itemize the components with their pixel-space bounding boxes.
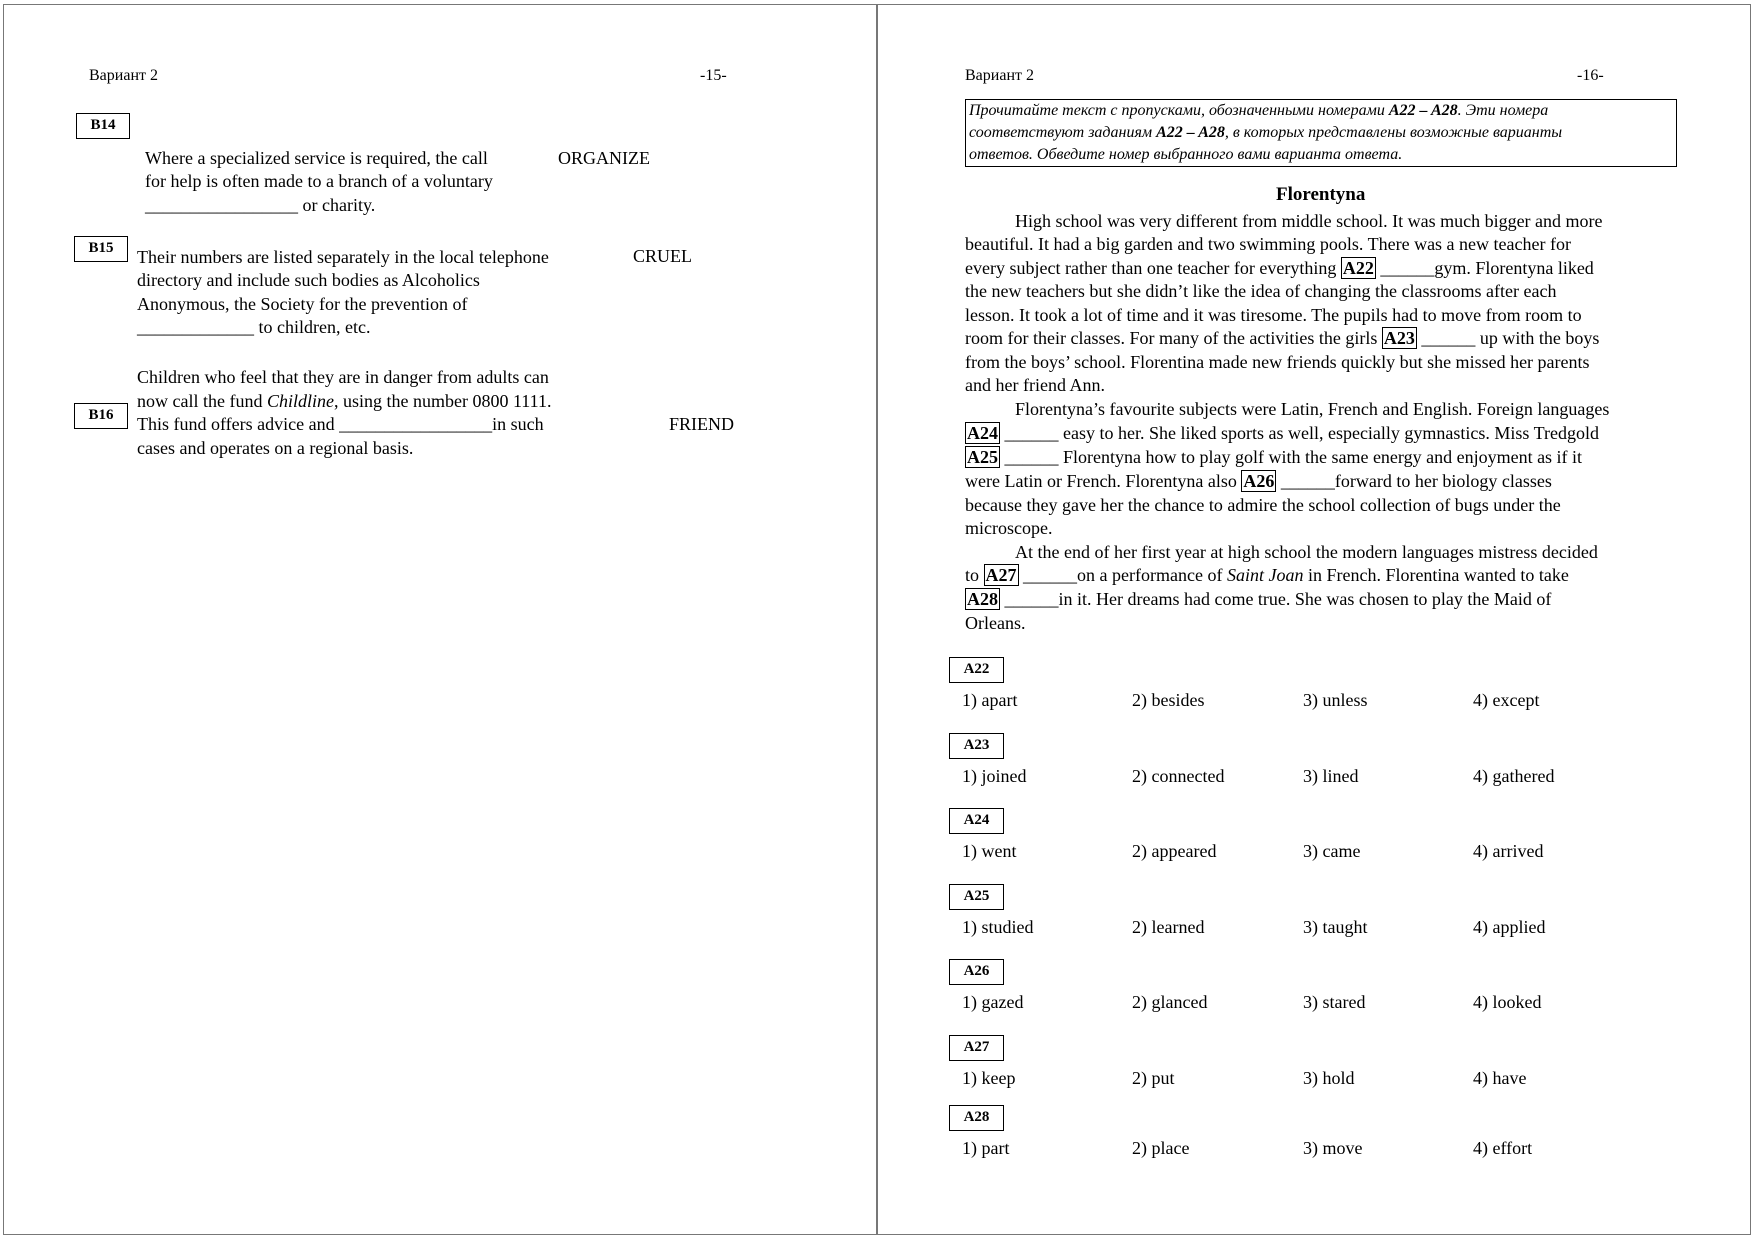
task-label-b15: B15 <box>74 236 128 262</box>
b16-keyword: FRIEND <box>669 414 735 434</box>
instruction-range-1: A22 – A28 <box>1388 102 1458 119</box>
gap-marker-a25: A25 <box>967 447 998 467</box>
text-p1-line-4: the new teachers but she didn’t like the idea of changing the classrooms after each <box>965 281 1557 301</box>
question-label-a23: A23 <box>949 733 1004 759</box>
b16-text-line-2 <box>137 390 551 412</box>
text-p3-line-3 <box>965 588 1551 610</box>
question-label-a25: A25 <box>949 884 1004 910</box>
text-p1-line-6-start: room for their classes. For many of the activities the girls <box>965 328 1382 348</box>
question-label-a26: A26 <box>949 959 1004 985</box>
b16-fund-name: Childline <box>266 391 334 411</box>
b15-text-line-3: Anonymous, the Society for the prevention of <box>137 294 468 314</box>
instruction-line-2-end: , в которых представлены возможные варианты <box>1224 124 1563 141</box>
text-p2-line-6: microscope. <box>965 518 1053 538</box>
a24-option-3[interactable]: 3) came <box>1303 841 1361 861</box>
left-header-variant: Вариант 2 <box>89 67 158 84</box>
question-label-a28: A28 <box>949 1105 1004 1131</box>
b14-text-line-2: for help is often made to a branch of a voluntary <box>145 171 493 191</box>
a23-option-2[interactable]: 2) connected <box>1132 766 1225 786</box>
text-p2-line-3-end: ______ Florentyna how to play golf with the same energy and enjoyment as if it <box>1000 447 1583 467</box>
gap-marker-a28: A28 <box>967 589 998 609</box>
task-label-b16: B16 <box>74 403 128 429</box>
instruction-line-3: ответов. Обведите номер выбранного вами варианта ответа. <box>969 146 1403 163</box>
right-header-variant: Вариант 2 <box>965 67 1034 84</box>
gap-marker-a24: A24 <box>967 423 998 443</box>
instruction-line-1-end: . Эти номера <box>1457 102 1549 119</box>
a28-option-4[interactable]: 4) effort <box>1473 1138 1533 1158</box>
instruction-line-1 <box>969 100 1673 122</box>
b15-text-line-2: directory and include such bodies as Alcoholics <box>137 270 480 290</box>
a22-option-1[interactable]: 1) apart <box>962 690 1018 710</box>
question-label-a27: A27 <box>949 1035 1004 1061</box>
instruction-box <box>965 99 1677 167</box>
text-p1-line-8: and her friend Ann. <box>965 375 1105 395</box>
text-p2-line-1: Florentyna’s favourite subjects were Latin, French and English. Foreign languages <box>1015 399 1610 419</box>
a22-option-2[interactable]: 2) besides <box>1132 690 1205 710</box>
a25-option-3[interactable]: 3) taught <box>1303 917 1368 937</box>
a28-option-2[interactable]: 2) place <box>1132 1138 1190 1158</box>
text-p1-line-7: from the boys’ school. Florentina made new friends quickly but she missed her parents <box>965 352 1590 372</box>
a22-option-3[interactable]: 3) unless <box>1303 690 1368 710</box>
a24-option-4[interactable]: 4) arrived <box>1473 841 1544 861</box>
a24-option-1[interactable]: 1) went <box>962 841 1017 861</box>
left-header-page-number: -15- <box>700 67 727 84</box>
task-label-b14: B14 <box>76 113 130 139</box>
b15-text-line-4: _____________ to children, etc. <box>137 317 371 337</box>
b16-text-line-1: Children who feel that they are in danger from adults can <box>137 367 549 387</box>
text-p2-line-2 <box>965 422 1599 444</box>
b15-keyword: CRUEL <box>633 246 693 266</box>
left-page <box>3 4 877 1235</box>
gap-marker-a26: A26 <box>1243 471 1275 491</box>
instruction-line-2-start: соответствуют заданиям <box>969 124 1157 141</box>
a25-option-4[interactable]: 4) applied <box>1473 917 1546 937</box>
text-p2-line-5: because they gave her the chance to admire the school collection of bugs under the <box>965 495 1561 515</box>
b15-text-line-1: Their numbers are listed separately in the local telephone <box>137 247 549 267</box>
gap-marker-a22: A22 <box>1342 258 1374 278</box>
a22-option-4[interactable]: 4) except <box>1473 690 1540 710</box>
text-p3-line-2-middle: ______on a performance of <box>1018 565 1227 585</box>
text-p1-line-6-end: ______ up with the boys <box>1416 328 1600 348</box>
text-p1-line-1: High school was very different from middle school. It was much bigger and more <box>1015 211 1603 231</box>
a25-option-1[interactable]: 1) studied <box>962 917 1034 937</box>
a28-option-1[interactable]: 1) part <box>962 1138 1010 1158</box>
a27-option-2[interactable]: 2) put <box>1132 1068 1175 1088</box>
play-title: Saint Joan <box>1226 565 1304 585</box>
a23-option-4[interactable]: 4) gathered <box>1473 766 1555 786</box>
right-page <box>877 4 1751 1235</box>
a26-option-1[interactable]: 1) gazed <box>962 992 1024 1012</box>
a23-option-3[interactable]: 3) lined <box>1303 766 1359 786</box>
text-p1-line-3-end: ______gym. Florentyna liked <box>1375 258 1594 278</box>
text-p2-line-4 <box>965 470 1552 492</box>
question-label-a24: A24 <box>949 808 1004 834</box>
question-label-a22: A22 <box>949 657 1004 683</box>
text-p3-line-4: Orleans. <box>965 613 1026 633</box>
b14-keyword: ORGANIZE <box>558 148 650 168</box>
text-p2-line-4-end: ______forward to her biology classes <box>1276 471 1552 491</box>
text-p3-line-2 <box>965 564 1569 586</box>
text-p3-line-1: At the end of her first year at high school the modern languages mistress decided <box>1015 542 1598 562</box>
b16-text-line-2-start: now call the fund <box>137 391 267 411</box>
text-p2-line-3 <box>965 446 1582 468</box>
b16-text-line-3: This fund offers advice and _________________in such <box>137 414 544 434</box>
right-header-page-number: -16- <box>1577 67 1604 84</box>
a26-option-2[interactable]: 2) glanced <box>1132 992 1208 1012</box>
text-p1-line-2: beautiful. It had a big garden and two swimming pools. There was a new teacher for <box>965 234 1571 254</box>
instruction-line-1-start: Прочитайте текст с пропусками, обозначенными номерами <box>969 102 1389 119</box>
a28-option-3[interactable]: 3) move <box>1303 1138 1363 1158</box>
gap-marker-a27: A27 <box>985 565 1017 585</box>
a26-option-3[interactable]: 3) stared <box>1303 992 1366 1012</box>
text-p3-line-2-start: to <box>965 565 984 585</box>
text-p1-line-3-start: every subject rather than one teacher for everything <box>965 258 1341 278</box>
b16-text-line-4: cases and operates on a regional basis. <box>137 438 414 458</box>
a27-option-4[interactable]: 4) have <box>1473 1068 1527 1088</box>
text-p1-line-5: lesson. It took a lot of time and it was tiresome. The pupils had to move from room to <box>965 305 1582 325</box>
instruction-range-2: A22 – A28 <box>1156 124 1225 141</box>
text-p1-line-6 <box>965 327 1599 349</box>
b14-text-line-1: Where a specialized service is required, the call <box>145 148 488 168</box>
gap-marker-a23: A23 <box>1383 328 1415 348</box>
text-p3-line-2-end: in French. Florentina wanted to take <box>1303 565 1569 585</box>
a25-option-2[interactable]: 2) learned <box>1132 917 1205 937</box>
text-p1-line-3 <box>965 257 1594 279</box>
text-p2-line-4-start: were Latin or French. Florentyna also <box>965 471 1242 491</box>
text-p3-line-3-end: ______in it. Her dreams had come true. She was chosen to play the Maid of <box>1000 589 1552 609</box>
text-title: Florentyna <box>1276 184 1366 205</box>
a24-option-2[interactable]: 2) appeared <box>1132 841 1217 861</box>
b16-text-line-2-end: , using the number 0800 1111. <box>333 391 552 411</box>
instruction-line-2 <box>969 122 1673 144</box>
b14-text-line-3: _________________ or charity. <box>145 195 376 215</box>
a23-option-1[interactable]: 1) joined <box>962 766 1027 786</box>
text-p2-line-2-end: ______ easy to her. She liked sports as well, especially gymnastics. Miss Tredgold <box>1000 423 1599 443</box>
a27-option-1[interactable]: 1) keep <box>962 1068 1016 1088</box>
a26-option-4[interactable]: 4) looked <box>1473 992 1542 1012</box>
a27-option-3[interactable]: 3) hold <box>1303 1068 1355 1088</box>
